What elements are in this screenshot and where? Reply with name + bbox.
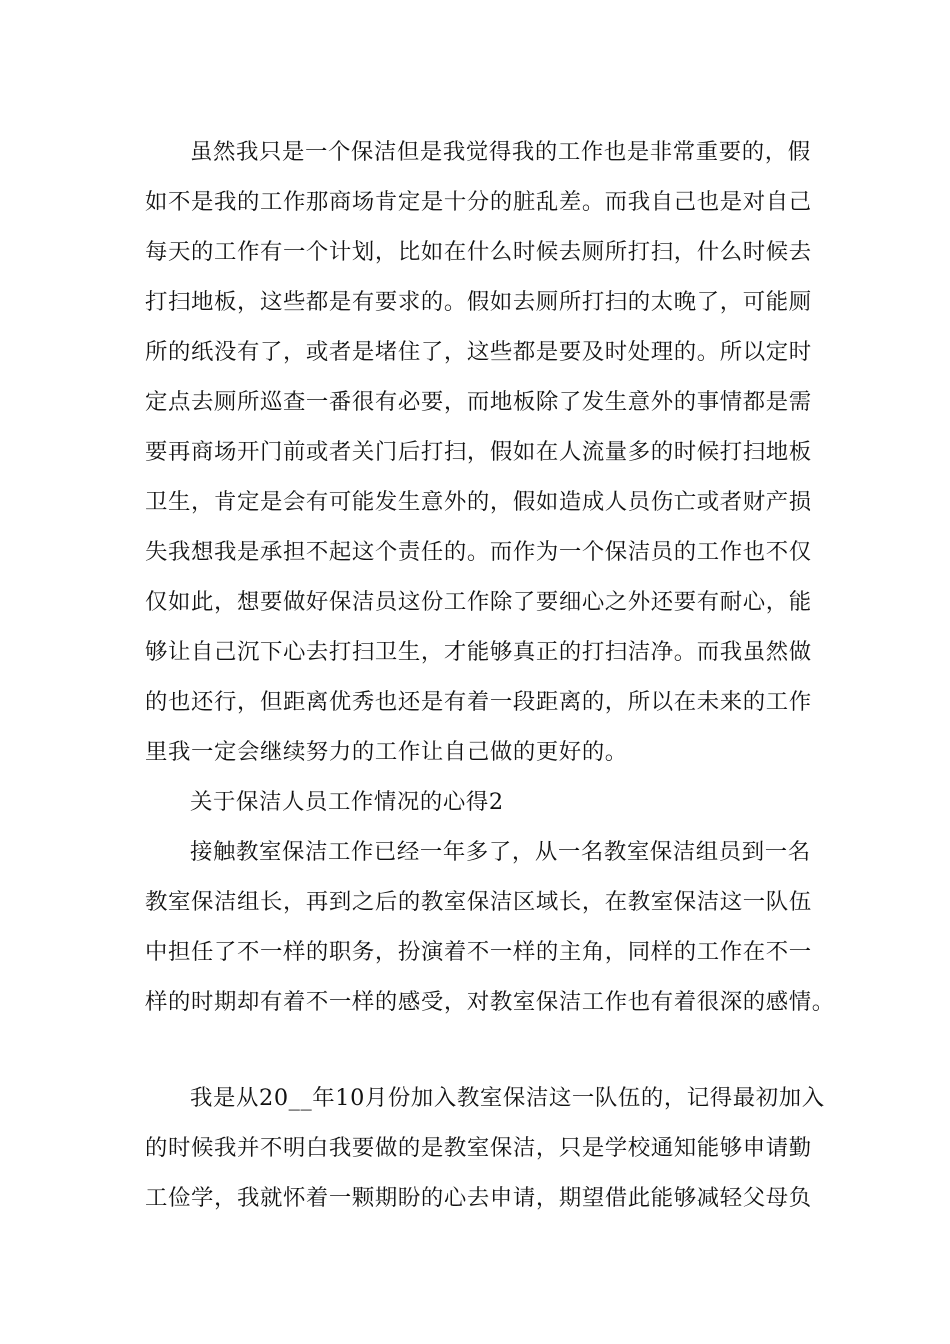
- paragraph-1-line: 里我一定会继续努力的工作让自己做的更好的。: [145, 739, 628, 765]
- paragraph-1-line: 卫生，肯定是会有可能发生意外的，假如造成人员伤亡或者财产损: [145, 489, 812, 515]
- paragraph-2-line: 教室保洁组长，再到之后的教室保洁区域长，在教室保洁这一队伍: [145, 889, 812, 915]
- paragraph-1-line: 每天的工作有一个计划，比如在什么时候去厕所打扫，什么时候去: [145, 239, 812, 265]
- paragraph-2-line: 样的时期却有着不一样的感受，对教室保洁工作也有着很深的感情。: [145, 989, 835, 1015]
- paragraph-1-line: 虽然我只是一个保洁但是我觉得我的工作也是非常重要的，假: [190, 139, 811, 165]
- paragraph-1-line: 所的纸没有了，或者是堵住了，这些都是要及时处理的。所以定时: [145, 339, 812, 365]
- paragraph-1-line: 够让自己沉下心去打扫卫生，才能够真正的打扫洁净。而我虽然做: [145, 639, 812, 665]
- paragraph-3-line: 的时候我并不明白我要做的是教室保洁，只是学校通知能够申请勤: [145, 1135, 812, 1161]
- paragraph-1-line: 失我想我是承担不起这个责任的。而作为一个保洁员的工作也不仅: [145, 539, 812, 565]
- paragraph-3-line: 工俭学，我就怀着一颗期盼的心去申请，期望借此能够减轻父母负: [145, 1185, 812, 1211]
- paragraph-3-line: 我是从20__年10月份加入教室保洁这一队伍的，记得最初加入: [190, 1085, 825, 1111]
- paragraph-1-line: 打扫地板，这些都是有要求的。假如去厕所打扫的太晚了，可能厕: [145, 289, 812, 315]
- paragraph-1-line: 仅如此，想要做好保洁员这份工作除了要细心之外还要有耐心，能: [145, 589, 812, 615]
- paragraph-2-line: 中担任了不一样的职务，扮演着不一样的主角，同样的工作在不一: [145, 939, 812, 965]
- paragraph-2-line: 接触教室保洁工作已经一年多了，从一名教室保洁组员到一名: [190, 839, 811, 865]
- paragraph-1-line: 的也还行，但距离优秀也还是有着一段距离的，所以在未来的工作: [145, 689, 812, 715]
- paragraph-1-line: 要再商场开门前或者关门后打扫，假如在人流量多的时候打扫地板: [145, 439, 812, 465]
- paragraph-1-line: 如不是我的工作那商场肯定是十分的脏乱差。而我自己也是对自己: [145, 189, 812, 215]
- paragraph-1-line: 定点去厕所巡查一番很有必要，而地板除了发生意外的事情都是需: [145, 389, 812, 415]
- section-heading: 关于保洁人员工作情况的心得2: [190, 789, 504, 815]
